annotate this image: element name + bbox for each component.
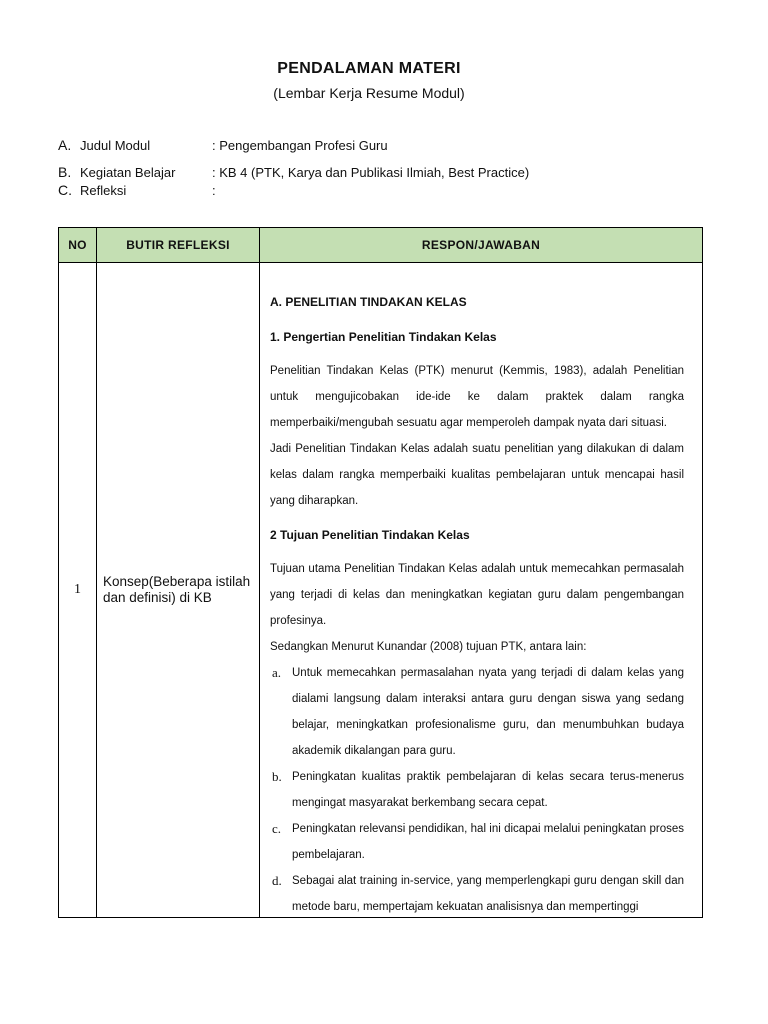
page-subtitle: (Lembar Kerja Resume Modul) xyxy=(273,85,465,101)
list-item-text: Peningkatan relevansi pendidikan, hal ini dicapai melalui peningkatan proses pembelajaran. xyxy=(292,823,684,861)
respon-cell xyxy=(260,263,703,918)
meta-letter: B. xyxy=(58,164,72,180)
meta-value: : xyxy=(212,183,216,198)
meta-letter: C. xyxy=(58,182,72,198)
section-heading: A. PENELITIAN TINDAKAN KELAS xyxy=(270,295,467,309)
tujuan-list xyxy=(270,660,684,917)
list-marker: a. xyxy=(272,665,282,680)
butir-refleksi-cell: Konsep(Beberapa istilah dan definisi) di KB xyxy=(97,263,260,918)
refleksi-table xyxy=(58,227,703,918)
list-item-text: Peningkatan kualitas praktik pembelajaran di kelas secara terus-menerus mengingat masyarakat berkembang secara cepat. xyxy=(292,771,684,809)
paragraph: Penelitian Tindakan Kelas (PTK) menurut (Kemmis, 1983), adalah Penelitian untuk mengujicobakan ide-ide ke dalam praktek dalam rangka memperbaiki/mengubah sesuatu agar memperoleh dampak nyata dari situasi. xyxy=(270,365,684,429)
list-marker: d. xyxy=(272,873,282,888)
list-item xyxy=(270,660,684,764)
header-no: NO xyxy=(59,228,97,263)
meta-value: : Pengembangan Profesi Guru xyxy=(212,138,388,153)
meta-label: Kegiatan Belajar xyxy=(80,165,176,180)
list-marker: c. xyxy=(272,821,282,836)
list-marker: b. xyxy=(272,769,282,784)
subsection-heading: 2 Tujuan Penelitian Tindakan Kelas xyxy=(270,528,470,542)
table-header-row xyxy=(59,228,703,263)
row-number: 1 xyxy=(59,263,97,918)
list-item-text: Untuk memecahkan permasalahan nyata yang terjadi di dalam kelas yang dialami langsung dalam interaksi antara guru dengan siswa yang sedang belajar, meningkatkan profesionalisme guru, dan menumbuhkan budaya akademik dikalangan para guru. xyxy=(292,667,684,757)
list-item xyxy=(270,868,684,917)
list-item xyxy=(270,816,684,868)
meta-label: Judul Modul xyxy=(80,138,151,153)
meta-judul-modul xyxy=(58,137,388,153)
paragraph: Sedangkan Menurut Kunandar (2008) tujuan PTK, antara lain: xyxy=(270,641,587,653)
meta-value: : KB 4 (PTK, Karya dan Publikasi Ilmiah, Best Practice) xyxy=(212,165,530,180)
meta-letter: A. xyxy=(58,137,72,153)
meta-refleksi xyxy=(58,182,216,198)
header-respon-jawaban: RESPON/JAWABAN xyxy=(260,228,703,263)
page-title: PENDALAMAN MATERI xyxy=(277,60,461,77)
paragraph: Jadi Penelitian Tindakan Kelas adalah suatu penelitian yang dilakukan di dalam kelas dalam rangka memperbaiki kualitas pembelajaran untuk mencapai hasil yang diharapkan. xyxy=(270,443,684,507)
table-row xyxy=(59,263,703,918)
paragraph: Tujuan utama Penelitian Tindakan Kelas adalah untuk memecahkan permasalah yang terjadi di kelas dan meningkatkan kegiatan guru dalam pengembangan profesinya. xyxy=(270,563,684,627)
meta-kegiatan-belajar xyxy=(58,164,529,180)
list-item xyxy=(270,764,684,816)
subsection-heading: 1. Pengertian Penelitian Tindakan Kelas xyxy=(270,330,497,344)
list-item-text: Sebagai alat training in-service, yang memperlengkapi guru dengan skill dan metode baru, mempertajam kekuatan analisisnya dan mempertinggi xyxy=(292,875,684,913)
header-butir-refleksi: BUTIR REFLEKSI xyxy=(97,228,260,263)
meta-label: Refleksi xyxy=(80,183,127,198)
